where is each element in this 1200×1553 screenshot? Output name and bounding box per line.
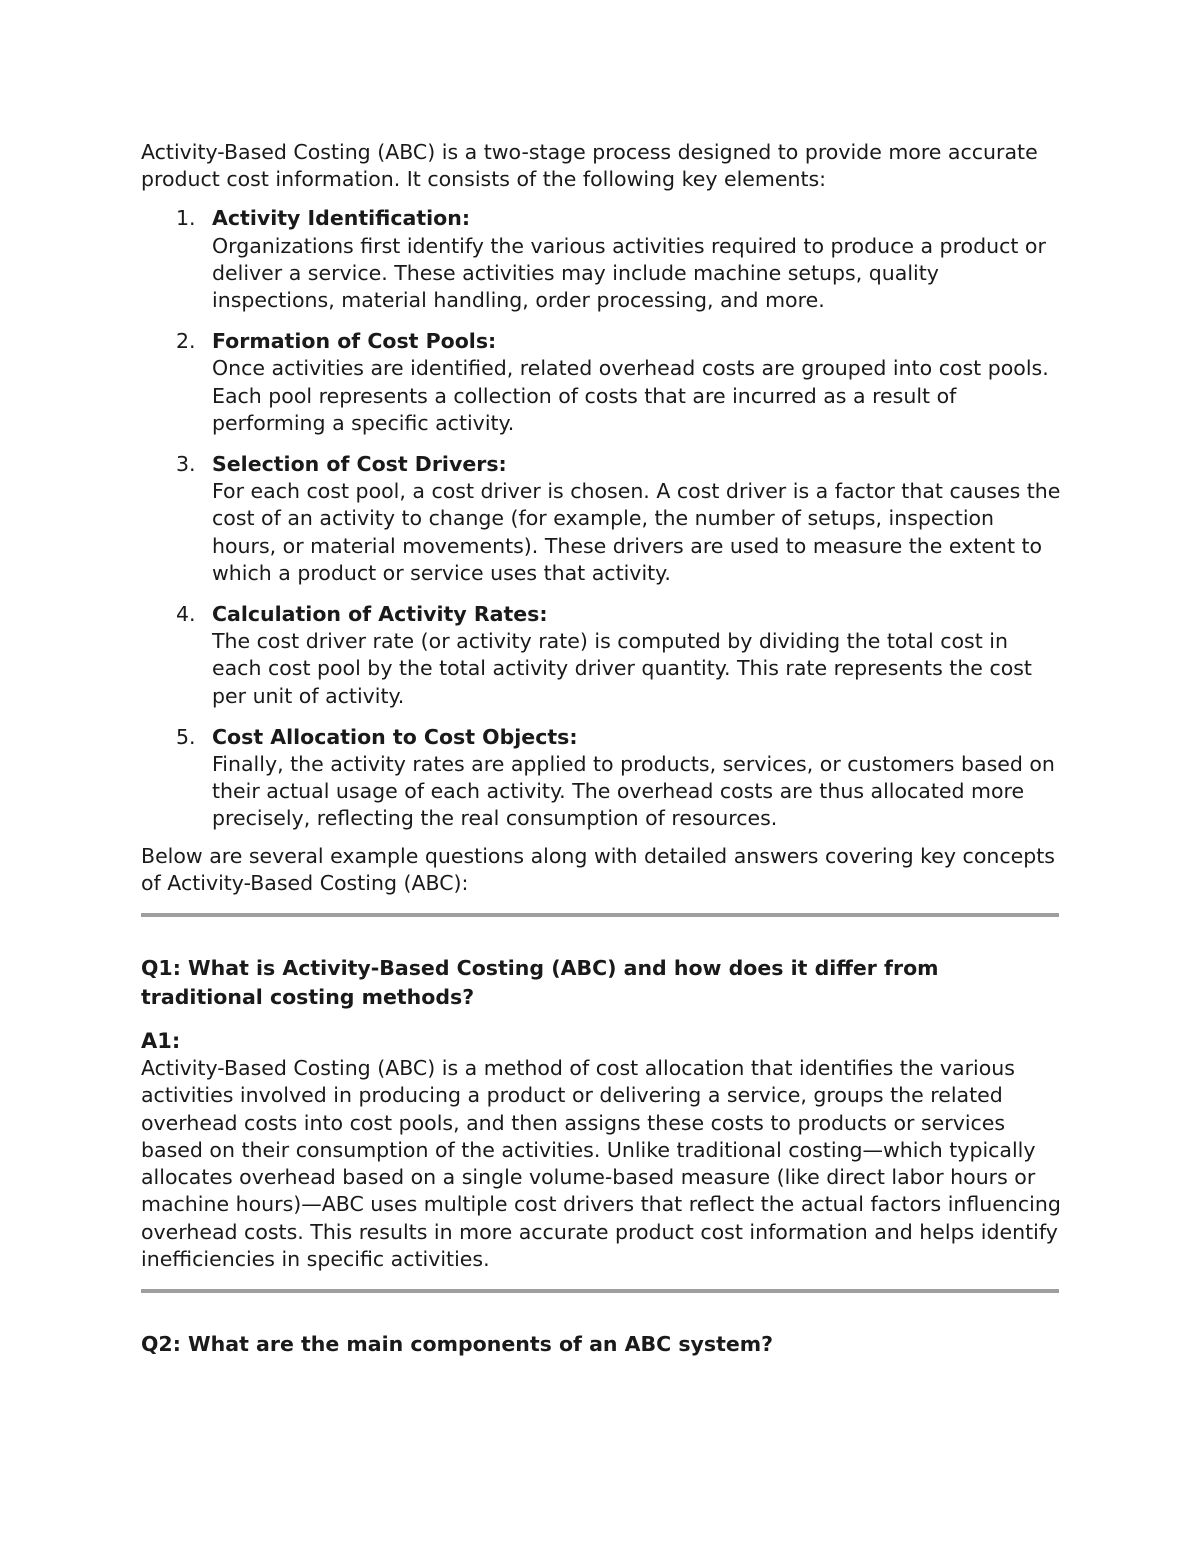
list-item (141, 328, 1061, 437)
question-2-heading: Q2: What are the main components of an ABC system? (141, 1331, 774, 1356)
horizontal-rule (141, 913, 1059, 917)
list-number: 2. (176, 329, 196, 354)
list-description: Finally, the activity rates are applied to products, services, or customers based on their actual usage of each activity. The overhead costs are thus allocated more precisely, reflecting the real consumption of resources. (212, 752, 1055, 831)
document-page (141, 139, 1061, 1359)
question-1-heading: Q1: What is Activity-Based Costing (ABC) and how does it differ from traditional costing methods? (141, 956, 939, 1010)
list-description: Organizations first identify the various activities required to produce a product or deliver a service. These activities may include machine setups, quality inspections, material handling, order processing, and more. (212, 233, 1046, 313)
list-item (141, 451, 1061, 587)
list-number: 5. (176, 724, 196, 749)
list-term: Activity Identification: (212, 206, 471, 231)
list-item (141, 601, 1061, 710)
list-term: Selection of Cost Drivers: (212, 452, 507, 477)
list-item (141, 205, 1061, 314)
list-description: The cost driver rate (or activity rate) is computed by dividing the total cost in each cost pool by the total activity driver quantity. This rate represents the cost per unit of activity. (212, 629, 1032, 708)
list-item (141, 724, 1061, 833)
key-elements-list (141, 205, 1061, 832)
intro-paragraph: Activity-Based Costing (ABC) is a two-stage process designed to provide more accurate product cost information. It consists of the following key elements: (141, 140, 1038, 192)
answer-1-text: Activity-Based Costing (ABC) is a method of cost allocation that identifies the various activities involved in producing a product or delivering a service, groups the related overhead costs into cost pools, and then assigns these costs to products or services based on their consumption of the activities. Unlike traditional costing—which typically allocates overhead based on a single volume-based measure (like direct labor hours or machine hours)—ABC uses multiple cost drivers that reflect the actual factors influencing overhead costs. This results in more accurate product cost information and helps identify inefficiencies in specific activities. (141, 1056, 1061, 1271)
horizontal-rule (141, 1289, 1059, 1293)
list-term: Calculation of Activity Rates: (212, 602, 548, 627)
list-description: Once activities are identified, related overhead costs are grouped into cost pools. Each pool represents a collection of costs that are incurred as a result of performing a specific activity. (212, 356, 1049, 435)
list-description: For each cost pool, a cost driver is chosen. A cost driver is a factor that causes the cost of an activity to change (for example, the number of setups, inspection hours, or material movements). These drivers are used to measure the extent to which a product or service uses that activity. (212, 479, 1061, 585)
list-number: 3. (176, 452, 196, 477)
outro-paragraph: Below are several example questions along with detailed answers covering key concepts of Activity-Based Costing (ABC): (141, 843, 1055, 895)
answer-1-label: A1: (141, 1029, 181, 1054)
list-number: 1. (176, 206, 196, 231)
list-term: Cost Allocation to Cost Objects: (212, 724, 578, 749)
list-number: 4. (176, 602, 196, 627)
list-term: Formation of Cost Pools: (212, 329, 497, 354)
